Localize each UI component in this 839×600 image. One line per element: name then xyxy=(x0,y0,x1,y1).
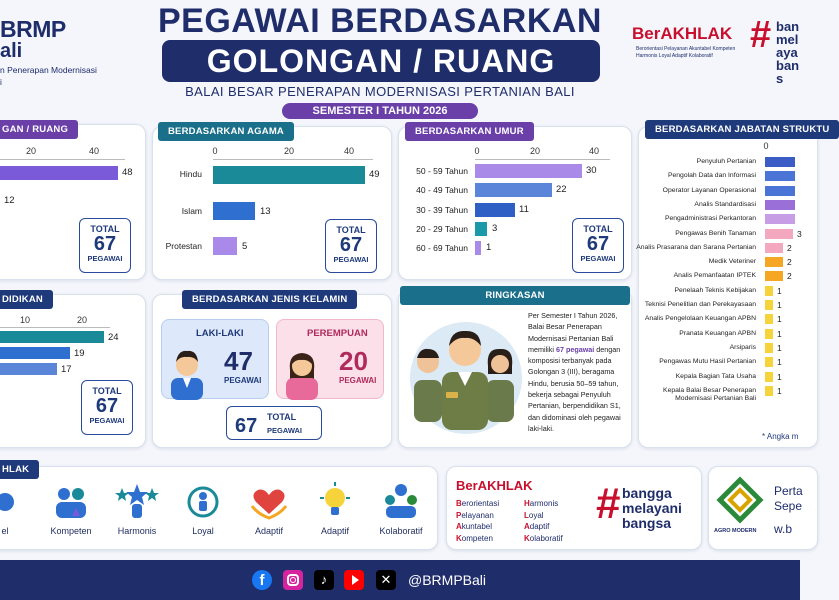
total-value: 67 xyxy=(93,233,117,255)
akhlak-col2 xyxy=(524,498,563,544)
jabatan-label: Penyuluh Pertanian xyxy=(696,158,756,165)
umur-tag: BERDASARKAN UMUR xyxy=(405,122,534,141)
pendidikan-tick-20: 20 xyxy=(76,315,88,325)
jabatan-label: Operator Layanan Operasional xyxy=(662,186,756,194)
agro-text2: Sepe xyxy=(774,499,803,513)
jabatan-note: * Angka m xyxy=(762,432,799,441)
total-label: TOTAL xyxy=(267,412,297,422)
pendidikan-axis xyxy=(0,327,110,328)
nilai-item xyxy=(0,476,40,542)
nilai-label: Kolaboratif xyxy=(379,526,423,536)
jabatan-bar xyxy=(765,243,783,253)
jabatan-label: Analis Pemanfaatan IPTEK xyxy=(673,272,756,280)
pendidikan-tag: DIDIKAN xyxy=(0,290,53,309)
bangga-hash-icon: # xyxy=(750,14,772,56)
jabatan-label: Analis Standardisasi xyxy=(694,200,756,208)
akhlak-col1 xyxy=(456,498,499,544)
jabatan-label: Penelaah Teknis Kebijakan xyxy=(674,286,756,294)
total-value: 67 xyxy=(586,233,610,255)
gender-tag: BERDASARKAN JENIS KELAMIN xyxy=(182,290,357,309)
male-unit: PEGAWAI xyxy=(224,376,262,385)
umur-label-20-29: 20 - 29 Tahun xyxy=(416,224,468,234)
agama-tick-0: 0 xyxy=(212,146,218,156)
nilai-item xyxy=(366,476,436,542)
agama-bar-islam xyxy=(213,202,255,220)
footer xyxy=(0,560,800,600)
agama-tag: BERDASARKAN AGAMA xyxy=(158,122,294,141)
akhlak-value: Pelayanan xyxy=(456,510,494,520)
total-unit: PEGAWAI xyxy=(267,426,303,435)
umur-bar-60-69 xyxy=(475,241,481,255)
akuntabel-icon xyxy=(0,480,40,522)
jabatan-bar xyxy=(765,386,773,396)
umur-value-60-69: 1 xyxy=(486,242,492,253)
nilai-item xyxy=(102,476,172,542)
semester-badge: SEMESTER I TAHUN 2026 xyxy=(282,103,478,119)
jabatan-tag: BERDASARKAN JABATAN STRUKTU xyxy=(645,120,839,139)
agro-label: AGRO MODERN xyxy=(714,528,757,534)
social-handle[interactable]: @BRMPBali xyxy=(408,572,487,588)
agama-tick-40: 40 xyxy=(343,146,355,156)
bangga-line: melayani xyxy=(622,500,682,516)
umur-bar-30-39 xyxy=(475,203,515,217)
agama-value-protestan: 5 xyxy=(242,241,248,252)
ringkasan-text-a: Per Semester I Tahun 2026, Balai Besar Penerapan Modernisasi Pertanian Bali memiliki xyxy=(528,311,618,354)
nilai-item xyxy=(36,476,106,542)
total-value: 67 xyxy=(235,415,258,437)
loyal-icon xyxy=(168,480,238,522)
brmp-logo-line2: ali xyxy=(0,40,23,62)
jabatan-label: Pengadministrasi Perkantoran xyxy=(664,215,756,223)
gender-total-box xyxy=(226,406,322,440)
bangga-hash-icon-2: # xyxy=(596,479,621,528)
bangga-line: bangga xyxy=(622,485,672,501)
akhlak-value: Akuntabel xyxy=(456,522,493,531)
pendidikan-value-1: 24 xyxy=(108,332,119,343)
x-twitter-icon[interactable]: ✕ xyxy=(376,570,396,590)
jabatan-bar xyxy=(765,314,773,324)
nilai-label: Kompeten xyxy=(50,526,92,536)
male-box xyxy=(161,319,269,399)
jabatan-label: Arsiparis xyxy=(729,343,756,351)
jabatan-value: 1 xyxy=(777,300,782,310)
jabatan-value: 1 xyxy=(777,371,782,382)
nilai-item xyxy=(234,476,304,542)
female-label: PEREMPUAN xyxy=(307,328,368,339)
jabatan-value: 1 xyxy=(777,385,782,396)
jabatan-bar xyxy=(765,214,795,224)
harmonis-icon xyxy=(102,480,172,522)
adaptif-icon xyxy=(234,480,304,522)
nilai-label: Adaptif xyxy=(320,526,350,536)
akhlak-title: BerAKHLAK xyxy=(456,478,533,493)
jabatan-rows xyxy=(636,155,802,405)
jabatan-label: Pranata Keuangan APBN xyxy=(679,329,756,337)
female-avatar-icon xyxy=(283,344,321,398)
jabatan-value: 1 xyxy=(777,314,782,325)
nilai-label: el xyxy=(1,526,9,536)
jabatan-value: 3 xyxy=(797,228,802,239)
jabatan-bar xyxy=(765,286,773,296)
umur-label-40-49: 40 - 49 Tahun xyxy=(416,185,468,195)
jabatan-label: Analis Pengelolaan Keuangan APBN xyxy=(644,315,756,323)
nilai-label: Loyal xyxy=(192,526,214,536)
golongan-tick-40: 40 xyxy=(88,146,100,156)
jabatan-bar xyxy=(765,200,795,210)
golongan-bar-1 xyxy=(0,166,118,180)
jabatan-bar xyxy=(765,186,795,196)
nilai-label: Adaptif xyxy=(254,526,284,536)
akhlak-value: Harmonis xyxy=(524,499,559,508)
jabatan-value: 1 xyxy=(777,342,782,353)
umur-label-30-39: 30 - 39 Tahun xyxy=(416,205,468,215)
total-label: TOTAL xyxy=(90,224,120,234)
umur-total-box xyxy=(572,218,624,273)
golongan-value-1: 48 xyxy=(122,167,133,178)
male-label: LAKI-LAKI xyxy=(196,328,244,339)
adaptif-idea-icon xyxy=(300,480,370,522)
umur-bar-40-49 xyxy=(475,183,552,197)
kolaboratif-icon xyxy=(366,480,436,522)
agro-modern-logo-icon xyxy=(718,478,762,522)
golongan-axis xyxy=(0,159,125,160)
jabatan-value: 2 xyxy=(787,242,792,253)
jabatan-label: Teknisi Penelitian dan Perekayasaan xyxy=(644,301,756,308)
agro-text1: Perta xyxy=(774,484,803,498)
jabatan-value: 1 xyxy=(777,328,782,339)
pendidikan-bar-1 xyxy=(0,331,104,343)
youtube-icon[interactable] xyxy=(344,570,364,590)
umur-value-50-59: 30 xyxy=(586,165,597,176)
pendidikan-tick-10: 10 xyxy=(19,315,31,325)
umur-value-20-29: 3 xyxy=(492,223,498,234)
agama-label-hindu: Hindu xyxy=(179,169,202,179)
pendidikan-bar-2 xyxy=(0,347,70,359)
golongan-total-box xyxy=(79,218,131,273)
umur-bar-20-29 xyxy=(475,222,487,236)
umur-label-60-69: 60 - 69 Tahun xyxy=(416,243,468,253)
jabatan-tick-0: 0 xyxy=(763,141,769,151)
page-title-line2: GOLONGAN / RUANG xyxy=(162,40,600,82)
female-value: 20 xyxy=(339,346,368,376)
page-subtitle: BALAI BESAR PENERAPAN MODERNISASI PERTANIAN BALI xyxy=(185,84,575,99)
agama-label-islam: Islam xyxy=(181,206,202,216)
umur-bar-50-59 xyxy=(475,164,582,178)
berakhlak-tagline: Berorientasi Pelayanan Akuntabel Kompeten Harmonis Loyal Adaptif Kolaboratif xyxy=(636,46,736,59)
instagram-icon[interactable] xyxy=(283,570,303,590)
umur-axis xyxy=(475,159,610,160)
brmp-logo: BRMP xyxy=(0,16,66,42)
employee-group-illustration xyxy=(404,310,524,436)
jabatan-bar xyxy=(765,157,795,167)
agro-text3: w.b xyxy=(774,522,793,536)
ringkasan-text-b: dengan komposisi terbanyak pada Golongan 3 (III), beragama Hindu, berusia 50–59 tahun, bekerja sebagai Penyuluh Pertanian, berpendidikan S1, dan didominasi oleh pegawai laki-laki. xyxy=(528,344,621,433)
total-unit: PEGAWAI xyxy=(89,416,125,425)
berakhlak-logo: BerAKHLAK xyxy=(632,24,733,43)
bangga-logo-text: ban melaya bans xyxy=(776,19,800,86)
nilai-item xyxy=(300,476,370,542)
nilai-label: Harmonis xyxy=(117,526,157,536)
total-value: 67 xyxy=(339,234,363,256)
ringkasan-text xyxy=(528,310,633,434)
jabatan-bar xyxy=(765,343,773,353)
jabatan-label: Analis Prasarana dan Sarana Pertanian xyxy=(636,243,756,251)
female-unit: PEGAWAI xyxy=(339,376,377,385)
agama-tick-20: 20 xyxy=(283,146,295,156)
pendidikan-bar-3 xyxy=(0,363,57,375)
total-unit: PEGAWAI xyxy=(333,255,369,264)
nilai-items xyxy=(0,476,440,546)
akhlak-value: Loyal xyxy=(524,510,544,520)
golongan-tag: GAN / RUANG xyxy=(0,120,78,139)
nilai-tag: HLAK xyxy=(0,460,39,479)
umur-tick-0: 0 xyxy=(474,146,480,156)
bangga-logo xyxy=(622,486,682,531)
umur-tick-40: 40 xyxy=(588,146,600,156)
jabatan-value: 2 xyxy=(787,257,792,268)
jabatan-label: Pengawas Benih Tanaman xyxy=(675,229,756,237)
total-label: TOTAL xyxy=(583,224,613,234)
agama-bar-hindu xyxy=(213,166,365,184)
jabatan-value: 1 xyxy=(777,285,782,296)
kompeten-icon xyxy=(36,480,106,522)
total-unit: PEGAWAI xyxy=(580,254,616,263)
umur-label-50-59: 50 - 59 Tahun xyxy=(416,166,468,176)
male-avatar-icon xyxy=(168,344,206,398)
ringkasan-text-bold: 67 pegawai xyxy=(555,344,595,354)
jabatan-bar xyxy=(765,300,773,310)
agama-value-islam: 13 xyxy=(260,206,271,217)
jabatan-label: Kepala Balai Besar Penerapan Modernisasi Pertanian Bali xyxy=(663,386,756,402)
agama-label-protestan: Protestan xyxy=(165,241,202,251)
jabatan-label: Pengolah Data dan Informasi xyxy=(667,172,756,180)
pendidikan-total-box xyxy=(81,380,133,435)
pendidikan-value-3: 17 xyxy=(61,364,72,375)
nilai-item xyxy=(168,476,238,542)
golongan-tick-20: 20 xyxy=(25,146,37,156)
agama-value-hindu: 49 xyxy=(369,169,380,180)
akhlak-value: Kompeten xyxy=(456,533,493,543)
umur-value-40-49: 22 xyxy=(556,184,567,195)
bangga-line: bangsa xyxy=(622,515,672,531)
ringkasan-tag: RINGKASAN xyxy=(400,286,630,305)
jabatan-label: Pengawas Mutu Hasil Pertanian xyxy=(659,358,756,366)
jabatan-row xyxy=(640,384,800,400)
jabatan-bar xyxy=(765,372,773,382)
akhlak-value: Kolaboratif xyxy=(524,533,563,543)
jabatan-value: 1 xyxy=(777,357,782,368)
jabatan-label: Medik Veteriner xyxy=(708,258,756,266)
page-title-line1: PEGAWAI BERDASARKAN xyxy=(158,2,602,40)
jabatan-bar xyxy=(765,357,773,367)
umur-value-30-39: 11 xyxy=(519,204,529,215)
tiktok-icon[interactable]: ♪ xyxy=(314,570,334,590)
jabatan-bar xyxy=(765,329,773,339)
jabatan-label: Kepala Bagian Tata Usaha xyxy=(675,372,756,380)
akhlak-value: Berorientasi xyxy=(456,499,500,508)
male-value: 47 xyxy=(224,346,253,376)
agama-bar-protestan xyxy=(213,237,237,255)
jabatan-bar xyxy=(765,229,793,239)
total-value: 67 xyxy=(95,395,119,417)
jabatan-value: 2 xyxy=(787,271,792,282)
agama-axis xyxy=(213,159,373,160)
facebook-icon[interactable]: f xyxy=(252,570,272,590)
agama-total-box xyxy=(325,219,377,273)
akhlak-value: Adaptif xyxy=(524,522,550,531)
total-label: TOTAL xyxy=(92,386,122,396)
jabatan-bar xyxy=(765,171,795,181)
umur-tick-20: 20 xyxy=(529,146,541,156)
total-label: TOTAL xyxy=(336,225,366,235)
female-box xyxy=(276,319,384,399)
jabatan-bar xyxy=(765,257,783,267)
total-unit: PEGAWAI xyxy=(87,254,123,263)
golongan-value-2: 12 xyxy=(4,195,15,206)
pendidikan-value-2: 19 xyxy=(74,348,85,359)
jabatan-bar xyxy=(765,271,783,281)
brmp-tagline: n Penerapan Modernisasi i xyxy=(0,65,97,87)
